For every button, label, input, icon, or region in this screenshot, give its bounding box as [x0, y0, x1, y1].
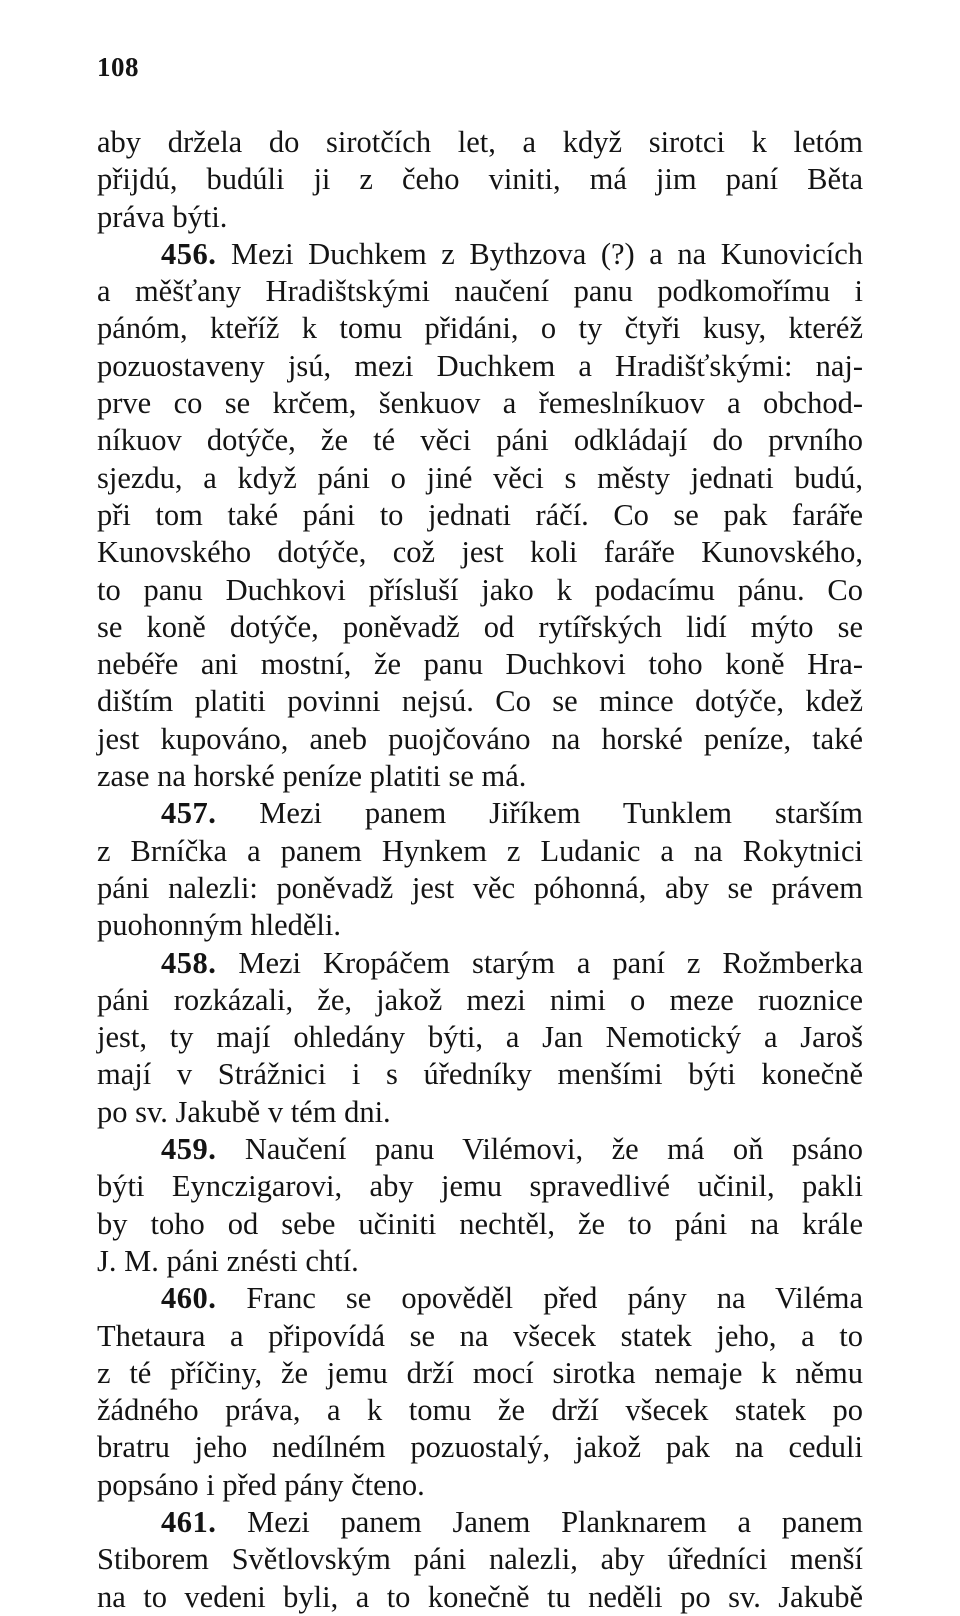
entry-number: 458. [161, 945, 217, 980]
text-line: nebéře ani mostní, že panu Duchkovi toho koně Hra- [97, 647, 863, 682]
entry-text: Naučení panu Vilémovi, že má oň psáno [244, 1132, 863, 1167]
entry-text: Franc se opověděl před pány na Viléma [246, 1281, 863, 1316]
entry-number: 459. [161, 1132, 217, 1167]
entry-heading-line [97, 1504, 863, 1541]
entry-number: 456. [161, 236, 217, 271]
entry-text: Mezi panem Jiříkem Tunklem starším [259, 796, 863, 831]
text-line: Kunovského dotýče, což jest koli faráře Kunovského, [97, 535, 863, 570]
text-line: níkuov dotýče, že té věci páni odkládají do prvního [97, 423, 863, 458]
text-line: páni nalezli: poněvadž jest věc póhonná, aby se právem [97, 870, 863, 905]
text-line: žádného práva, a k tomu že drží všecek statek po [97, 1393, 863, 1428]
text-line: přijdú, budúli ji z čeho viniti, má jim paní Běta [97, 162, 863, 197]
text-line: na to vedeni byli, a to konečně tu neděli po sv. Jakubě [97, 1579, 863, 1614]
text-line: puohonným hleděli. [97, 908, 341, 943]
text-line: páni rozkázali, že, jakož mezi nimi o meze ruoznice [97, 982, 863, 1017]
text-line: při tom také páni to jednati ráčí. Co se pak faráře [97, 497, 863, 532]
entry-text: Mezi panem Janem Planknarem a panem [247, 1504, 863, 1539]
text-line: práva býti. [97, 199, 228, 234]
entry-text: Mezi Duchkem z Bythzova (?) a na Kunovicích [230, 236, 863, 271]
text-line: Thetaura a připovídá se na všecek statek jeho, a to [97, 1318, 863, 1353]
text-line: popsáno i před pány čteno. [97, 1467, 425, 1502]
body-text [97, 124, 863, 1616]
text-line: jest kupováno, aneb puojčováno na horské peníze, také [97, 721, 863, 756]
text-line: by toho od sebe učiniti nechtěl, že to páni na krále [97, 1206, 863, 1241]
entry-heading-line [97, 1131, 863, 1168]
entry-heading-line [97, 795, 863, 832]
entry-number: 460. [161, 1281, 217, 1316]
text-line: zase na horské peníze platiti se má. [97, 759, 527, 794]
page-number: 108 [97, 52, 139, 82]
text-line: a měšťany Hradištskými naučení panu podkomořímu i [97, 274, 863, 309]
text-line: to panu Duchkovi přísluší jako k podacímu pánu. Co [97, 572, 863, 607]
text-line: dištím platiti povinni nejsú. Co se mince dotýče, kdež [97, 684, 863, 719]
entry-number: 457. [161, 796, 217, 831]
text-line: prve co se krčem, šenkuov a řemeslníkuov a obchod- [97, 386, 863, 421]
entry-heading-line [97, 236, 863, 273]
text-line: sjezdu, a když páni o jiné věci s městy jednati budú, [97, 460, 863, 495]
entry-number: 461. [161, 1504, 217, 1539]
text-line: mají v Strážnici i s úředníky menšími býti konečně [97, 1057, 863, 1092]
text-line: býti Eynczigarovi, aby jemu spravedlivé učinil, pakli [97, 1169, 863, 1204]
text-line: Stiborem Světlovským páni nalezli, aby úředníci menší [97, 1542, 863, 1577]
text-line: jest, ty mají ohledány býti, a Jan Nemotický a Jaroš [97, 1020, 863, 1055]
text-line: J. M. páni znésti chtí. [97, 1243, 359, 1278]
entry-text: Mezi Kropáčem starým a paní z Rožmberka [238, 945, 863, 980]
text-line: pánóm, kteříž k tomu přidáni, o ty čtyři kusy, kteréž [97, 311, 863, 346]
text-line: z té příčiny, že jemu drží mocí sirotka nemaje k němu [97, 1355, 863, 1390]
text-line: aby držela do sirotčích let, a když sirotci k letóm [97, 125, 863, 159]
entry-heading-line [97, 1280, 863, 1317]
entry-heading-line [97, 945, 863, 982]
text-line: z Brníčka a panem Hynkem z Ludanic a na Rokytnici [97, 833, 863, 868]
text-line: bratru jeho nedílném pozuostalý, jakož pak na ceduli [97, 1430, 863, 1465]
text-line: pozuostaveny jsú, mezi Duchkem a Hradišťskými: naj- [97, 348, 863, 383]
text-line: se koně dotýče, poněvadž od rytířských lidí mýto se [97, 609, 863, 644]
text-line: po sv. Jakubě v tém dni. [97, 1094, 391, 1129]
